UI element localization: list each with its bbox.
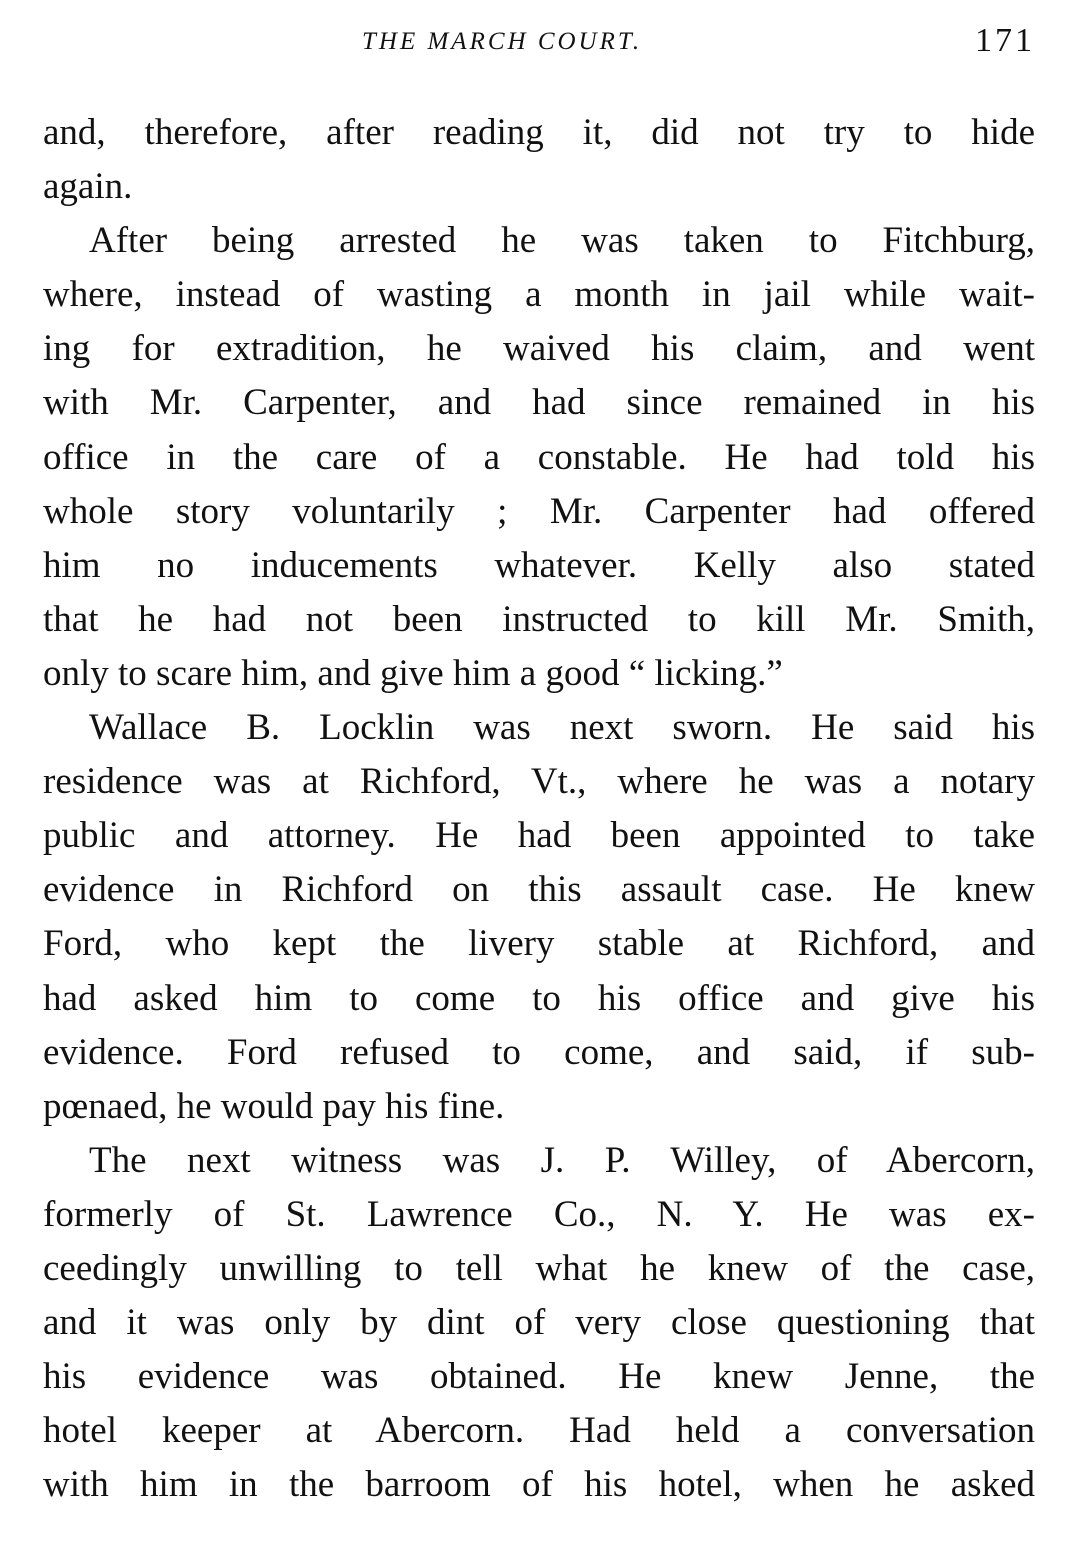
text-line: and it was only by dint of very close questioning that <box>43 1302 1035 1344</box>
text-line: again. <box>43 166 133 208</box>
text-line: formerly of St. Lawrence Co., N. Y. He was ex- <box>43 1193 1035 1235</box>
text-line: with Mr. Carpenter, and had since remained in his <box>43 382 1035 424</box>
text-line: his evidence was obtained. He knew Jenne, the <box>43 1356 1035 1398</box>
text-line: and, therefore, after reading it, did not try to hide <box>43 112 1035 153</box>
paragraph-first-line: After being arrested he was taken to Fitchburg, <box>89 220 1035 262</box>
text-line: whole story voluntarily ; Mr. Carpenter had offered <box>43 490 1035 532</box>
text-line: where, instead of wasting a month in jail while wait- <box>43 274 1035 316</box>
text-line: pœnaed, he would pay his fine. <box>43 1085 505 1127</box>
text-line: evidence in Richford on this assault case. He knew <box>43 869 1035 911</box>
text-line: office in the care of a constable. He had told his <box>43 436 1035 478</box>
running-title: THE MARCH COURT. <box>362 28 643 55</box>
text-line: public and attorney. He had been appointed to take <box>43 815 1035 857</box>
text-line: evidence. Ford refused to come, and said, if sub- <box>43 1031 1035 1073</box>
body-text <box>43 106 1035 1512</box>
text-line: hotel keeper at Abercorn. Had held a conversation <box>43 1410 1035 1452</box>
text-line: residence was at Richford, Vt., where he was a notary <box>43 761 1035 803</box>
text-line: Ford, who kept the livery stable at Richford, and <box>43 923 1035 965</box>
text-line: only to scare him, and give him a good “ licking.” <box>43 652 783 694</box>
page-number: 171 <box>975 22 1035 59</box>
text-line: that he had not been instructed to kill Mr. Smith, <box>43 598 1035 640</box>
running-head <box>0 22 1081 62</box>
text-line: him no inducements whatever. Kelly also stated <box>43 544 1035 586</box>
text-line: ceedingly unwilling to tell what he knew of the case, <box>43 1247 1035 1289</box>
text-line: with him in the barroom of his hotel, when he asked <box>43 1464 1035 1506</box>
paragraph-first-line: The next witness was J. P. Willey, of Abercorn, <box>89 1139 1035 1181</box>
paragraph-first-line: Wallace B. Locklin was next sworn. He said his <box>89 707 1035 749</box>
text-line: had asked him to come to his office and give his <box>43 977 1035 1019</box>
text-line: ing for extradition, he waived his claim, and went <box>43 328 1035 370</box>
